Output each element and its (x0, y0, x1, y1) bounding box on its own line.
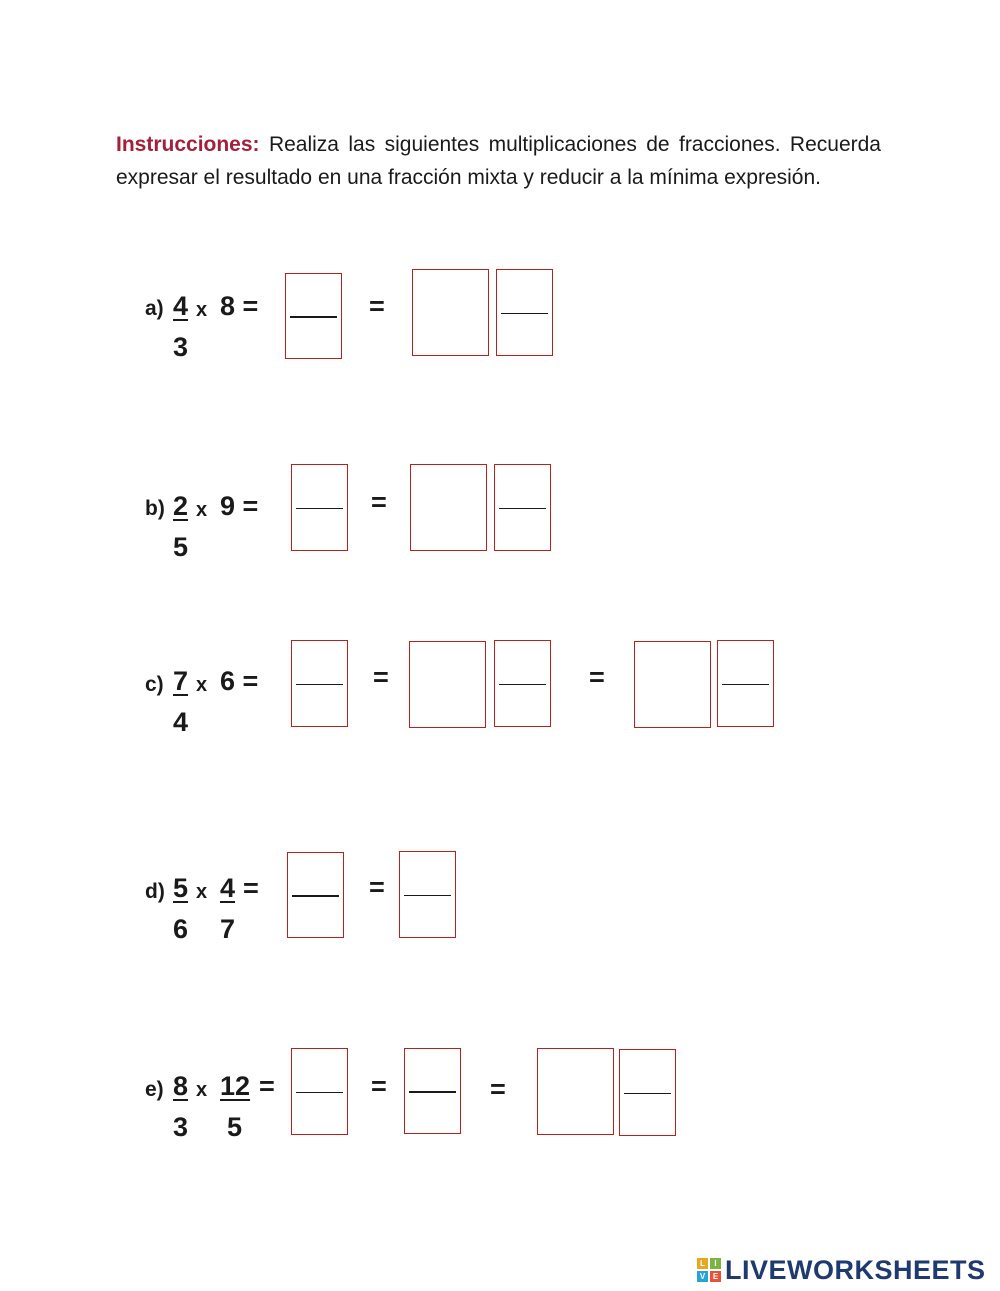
problem-a-mixed-fraction-box[interactable] (496, 269, 553, 356)
problem-e-equals-sign: = (259, 1071, 275, 1101)
problem-e-denominator-1: 3 (173, 1112, 189, 1142)
problem-b-answer-fraction-box[interactable] (291, 464, 348, 551)
problem-d-denominator-2: 7 (220, 914, 236, 944)
problem-e-mixed-fraction-box[interactable] (619, 1049, 676, 1136)
problem-c-equals-2: = (589, 662, 605, 692)
problem-e-mixed-whole-box[interactable] (537, 1048, 614, 1135)
problem-b-times: x (196, 499, 208, 521)
problem-d-denominator-1: 6 (173, 914, 189, 944)
logo-wordmark: LIVEWORKSHEETS (725, 1254, 986, 1285)
problem-a-numerator: 4 (173, 291, 189, 321)
problem-b-numerator: 2 (173, 491, 189, 521)
problem-e-numerator-2: 12 (220, 1071, 251, 1101)
problem-e-answer-fraction-box[interactable] (291, 1048, 348, 1135)
problem-c-whole-factor: 6 = (220, 666, 259, 696)
problem-d-times: x (196, 881, 208, 903)
problem-c-mixed-whole-box-2[interactable] (634, 641, 711, 728)
problem-b-label: b) (145, 497, 165, 520)
problem-e-times: x (196, 1079, 208, 1101)
problem-d-answer-fraction-box[interactable] (287, 852, 344, 938)
problem-d-reduced-fraction-box[interactable] (399, 851, 456, 938)
problem-b-equals-1: = (371, 487, 387, 517)
problem-c-times: x (196, 674, 208, 696)
problem-e-label: e) (145, 1078, 164, 1101)
problem-d-equals-1: = (369, 872, 385, 902)
problem-c-numerator: 7 (173, 666, 189, 696)
problem-b-denominator: 5 (173, 532, 189, 562)
problem-d-equals-sign: = (243, 873, 259, 903)
problem-d-label: d) (145, 880, 165, 903)
problem-c-mixed-fraction-box-1[interactable] (494, 640, 551, 727)
logo-letter-v: V (697, 1271, 708, 1282)
problem-c-mixed-fraction-box-2[interactable] (717, 640, 774, 727)
instructions-paragraph (116, 128, 881, 194)
problem-c-answer-fraction-box[interactable] (291, 640, 348, 727)
problem-e-equals-1: = (371, 1071, 387, 1101)
logo-letter-e: E (710, 1271, 721, 1282)
problem-c-denominator: 4 (173, 707, 189, 737)
liveworksheets-logo[interactable] (697, 1255, 986, 1285)
problem-e-reduced-fraction-box[interactable] (404, 1048, 461, 1134)
logo-letter-i: I (710, 1258, 721, 1269)
problem-c-mixed-whole-box-1[interactable] (409, 641, 486, 728)
problem-b-mixed-fraction-box[interactable] (494, 464, 551, 551)
problem-d-numerator-1: 5 (173, 873, 189, 903)
logo-mark-icon (697, 1258, 721, 1282)
problem-a-answer-fraction-box[interactable] (285, 273, 342, 359)
problem-a-mixed-whole-box[interactable] (412, 269, 489, 356)
instructions-text: Realiza las siguientes multiplicaciones de fracciones. Recuerda expresar el resultado en una fracción mixta y reducir a la mínima expresión. (116, 133, 881, 189)
problem-e-equals-2: = (490, 1074, 506, 1104)
problem-a-label: a) (145, 297, 164, 320)
problem-a-whole-factor: 8 = (220, 291, 259, 321)
problem-b-mixed-whole-box[interactable] (410, 464, 487, 551)
problem-b-whole-factor: 9 = (220, 491, 259, 521)
problem-a-equals-1: = (369, 291, 385, 321)
problem-a-times: x (196, 299, 208, 321)
problem-e-numerator-1: 8 (173, 1071, 189, 1101)
instructions-lead: Instrucciones: (116, 133, 260, 156)
problem-d-numerator-2: 4 (220, 873, 236, 903)
problem-a-denominator: 3 (173, 332, 189, 362)
problem-c-equals-1: = (373, 662, 389, 692)
logo-letter-l: L (697, 1258, 708, 1269)
problem-e-denominator-2: 5 (227, 1112, 243, 1142)
problem-c-label: c) (145, 673, 164, 696)
